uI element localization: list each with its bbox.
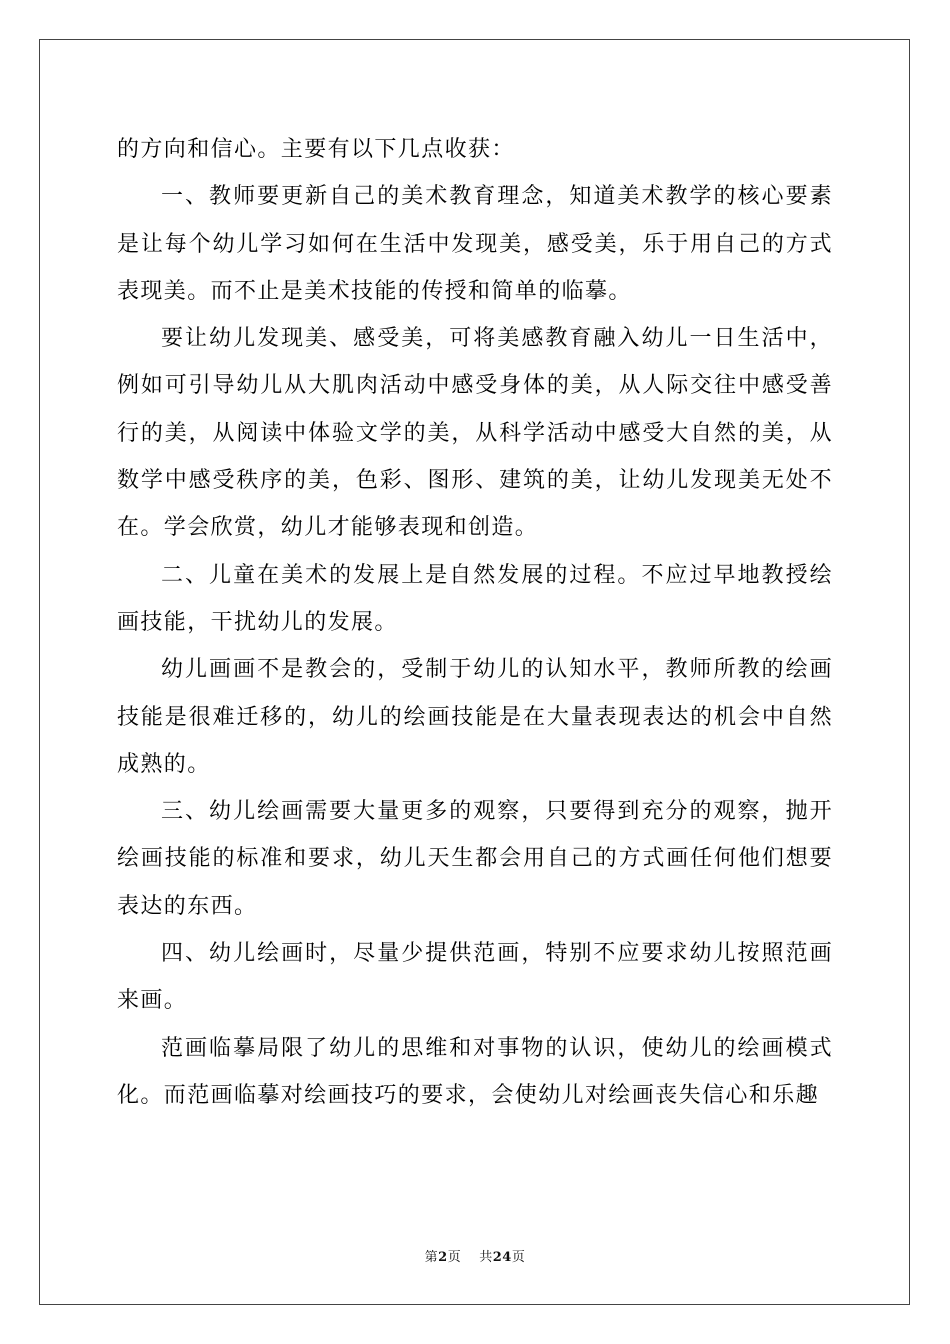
paragraph-4: 二、儿童在美术的发展上是自然发展的过程。不应过早地教授绘画技能，干扰幼儿的发展。 (117, 562, 833, 635)
document-body (117, 126, 833, 1119)
current-page-number: 2 (438, 1250, 448, 1265)
paragraph-7: 四、幼儿绘画时，尽量少提供范画，特别不应要求幼儿按照范画来画。 (117, 941, 833, 1014)
paragraph-3: 要让幼儿发现美、感受美，可将美感教育融入幼儿一日生活中，例如可引导幼儿从大肌肉活动中感受身体的美，从人际交往中感受善行的美，从阅读中体验文学的美，从科学活动中感受大自然的美，从数学中感受秩序的美，色彩、图形、建筑的美，让幼儿发现美无处不在。学会欣赏，幼儿才能够表现和创造。 (117, 326, 833, 541)
paragraph-5: 幼儿画画不是教会的，受制于幼儿的认知水平，教师所教的绘画技能是很难迁移的，幼儿的绘画技能是在大量表现表达的机会中自然成熟的。 (117, 657, 833, 777)
paragraph-8: 范画临摹局限了幼儿的思维和对事物的认识，使幼儿的绘画模式化。而范画临摹对绘画技巧的要求，会使幼儿对绘画丧失信心和乐趣 (117, 1035, 833, 1108)
paragraph-2: 一、教师要更新自己的美术教育理念，知道美术教学的核心要素是让每个幼儿学习如何在生活中发现美，感受美，乐于用自己的方式表现美。而不止是美术技能的传授和简单的临摹。 (117, 184, 833, 304)
paragraph-1: 的方向和信心。主要有以下几点收获： (117, 137, 515, 162)
total-pages-number: 24 (492, 1250, 512, 1265)
paragraph-6: 三、幼儿绘画需要大量更多的观察，只要得到充分的观察，抛开绘画技能的标准和要求，幼儿天生都会用自己的方式画任何他们想要表达的东西。 (117, 799, 833, 919)
total-pages-indicator: 共24页 (479, 1250, 526, 1265)
page-footer (0, 1246, 950, 1265)
page-indicator: 第2页 (424, 1250, 462, 1265)
